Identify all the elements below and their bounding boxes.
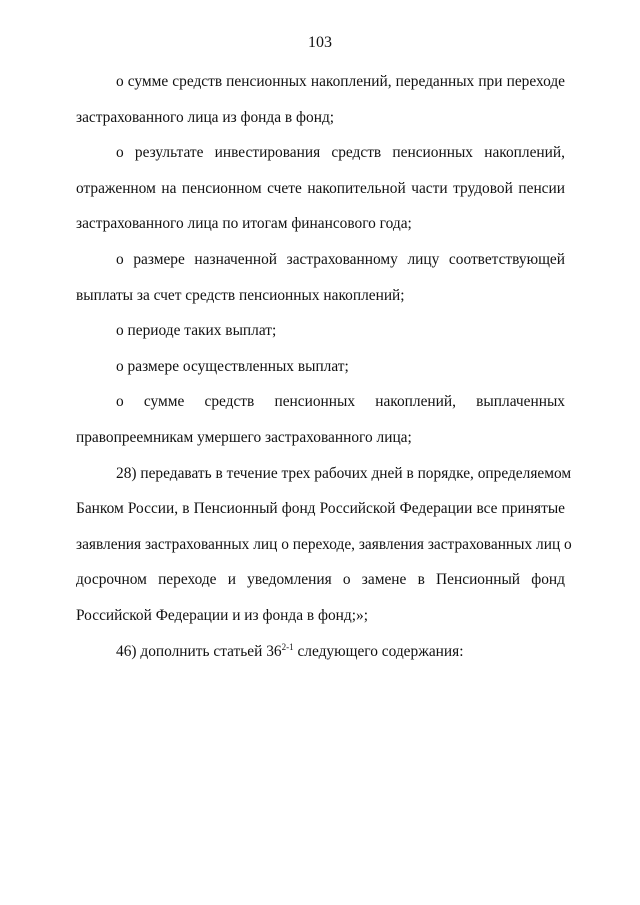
paragraph-line: 28) передавать в течение трех рабочих дней в порядке, определяемом xyxy=(116,464,572,482)
paragraph-line: досрочном переходе и уведомления о замене в Пенсионный фонд xyxy=(76,571,565,589)
document-body xyxy=(76,71,572,676)
paragraph-line: Российской Федерации и из фонда в фонд;»; xyxy=(76,606,368,624)
paragraph-line: заявления застрахованных лиц о переходе, заявления застрахованных лиц о xyxy=(76,535,572,553)
paragraph-line: выплаты за счет средств пенсионных накоплений; xyxy=(76,286,405,304)
paragraph-line: о размере назначенной застрахованному лицу соответствующей xyxy=(116,250,565,268)
article-superscript: 2-1 xyxy=(281,641,294,652)
paragraph-line: о размере осуществленных выплат; xyxy=(116,357,349,375)
paragraph-line xyxy=(76,641,565,677)
paragraph-line: правопреемникам умершего застрахованного лица; xyxy=(76,428,412,446)
paragraph-line: застрахованного лица из фонда в фонд; xyxy=(76,108,335,126)
paragraph-line: отраженном на пенсионном счете накопительной части трудовой пенсии xyxy=(76,179,565,197)
paragraph-line: о сумме средств пенсионных накоплений, переданных при переходе xyxy=(116,73,565,90)
paragraph-line: о периоде таких выплат; xyxy=(116,322,277,340)
paragraph-line: о результате инвестирования средств пенсионных накоплений, xyxy=(116,144,565,162)
line-text-before: 46) дополнить статьей 36 xyxy=(116,642,282,660)
paragraph-line: о сумме средств пенсионных накоплений, выплаченных xyxy=(116,393,565,411)
paragraph-line: Банком России, в Пенсионный фонд Российской Федерации все принятые xyxy=(76,500,565,518)
page-number: 103 xyxy=(308,34,332,51)
line-text-after: следующего содержания: xyxy=(293,642,464,660)
paragraph-line: застрахованного лица по итогам финансового года; xyxy=(76,215,412,233)
